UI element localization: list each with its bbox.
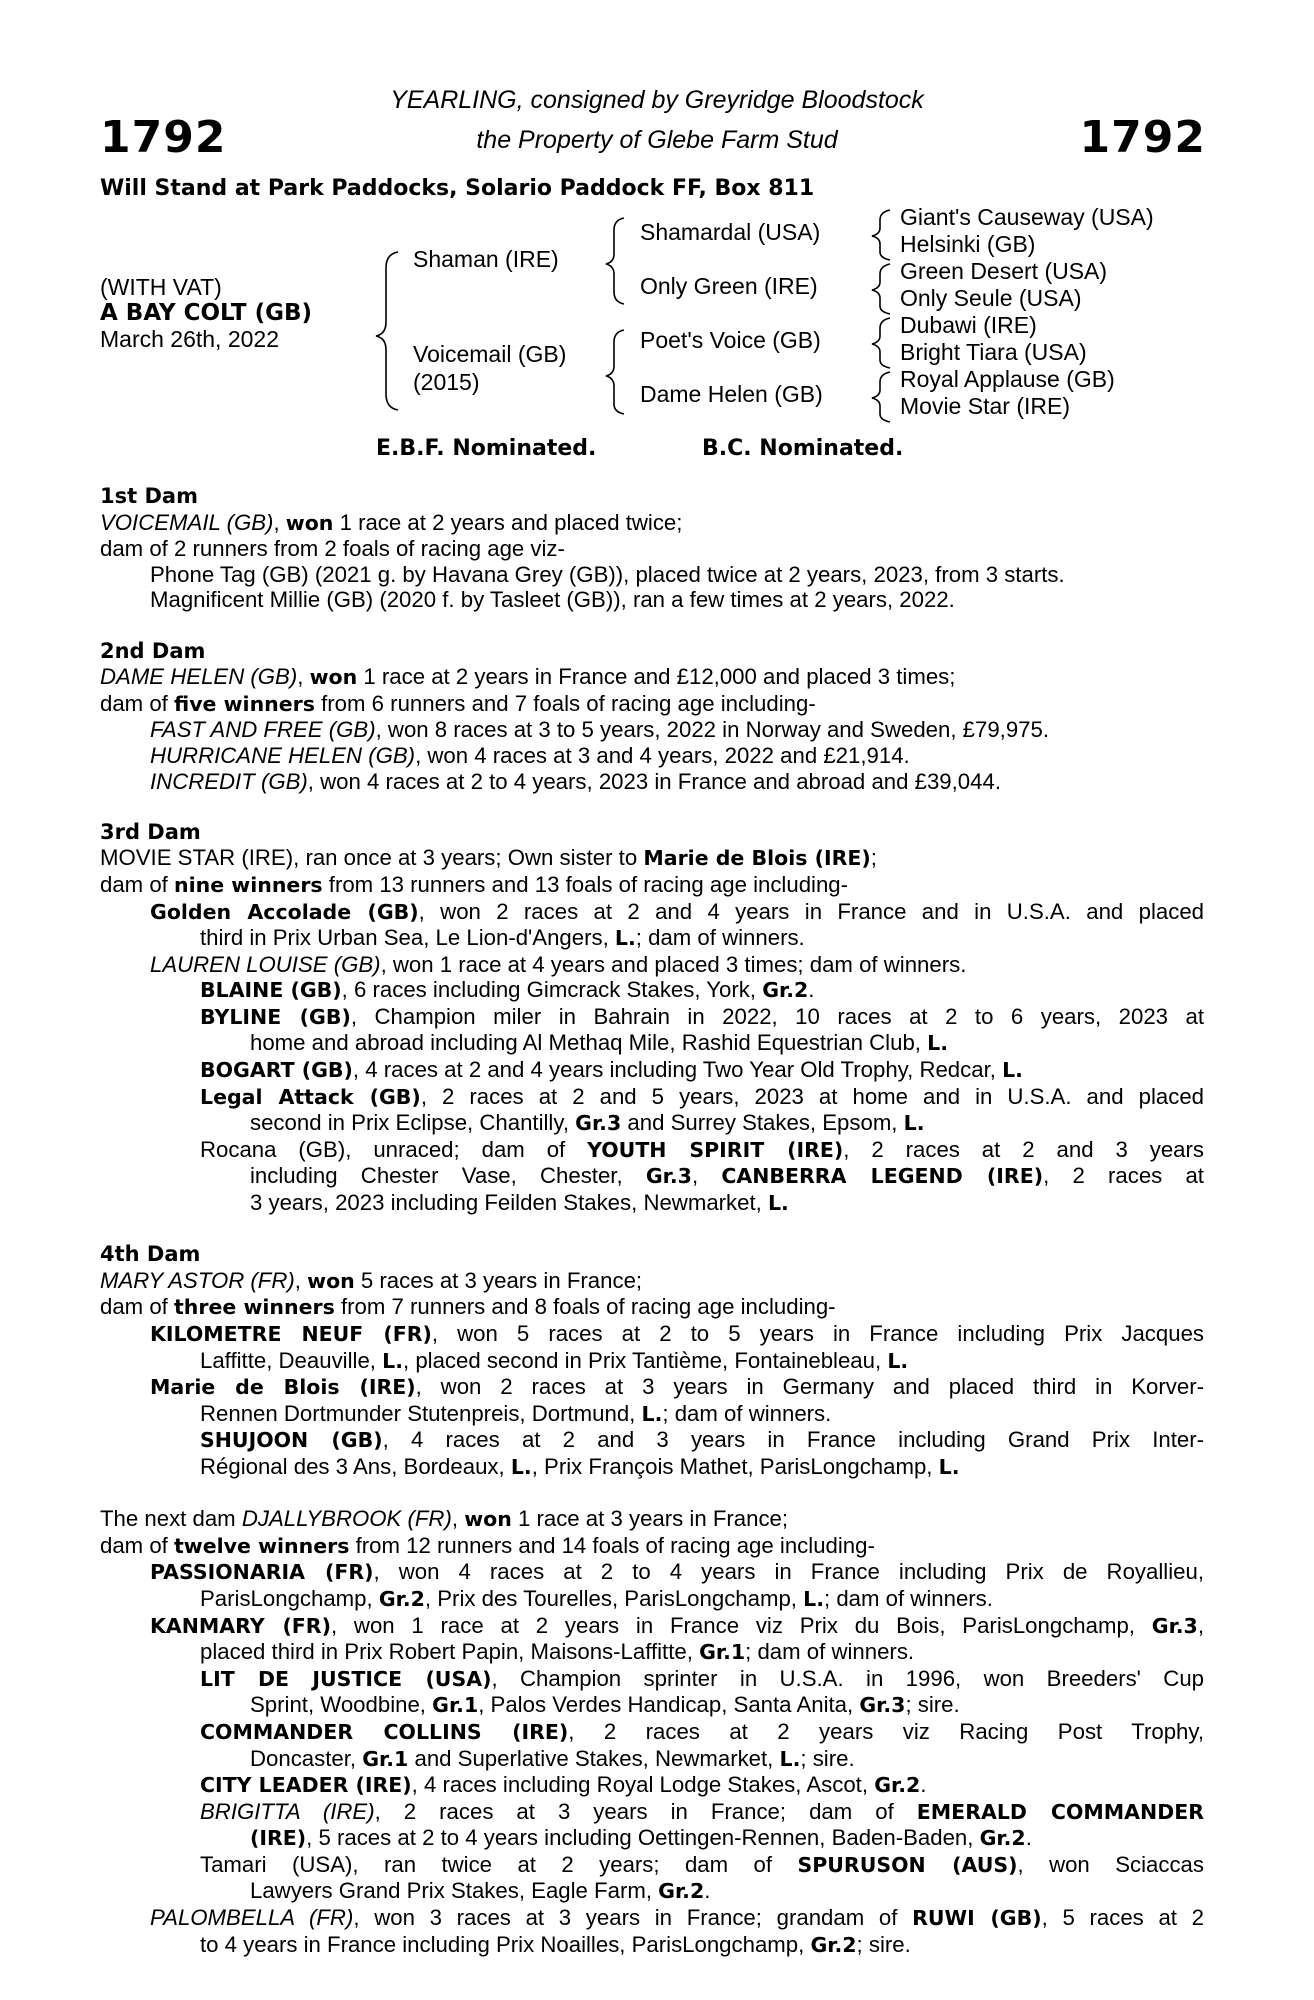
- second-dam-section: [100, 639, 1204, 795]
- catalogue-body: [100, 484, 1204, 1958]
- third-dam-heading: 3rd Dam: [100, 819, 201, 844]
- produce-item: SHUJOON (GB), 4 races at 2 and 3 years in France including Grand Prix Inter- Régional des 3 Ans, Bordeaux, L., Prix François Mathet, ParisLongchamp, L.: [200, 1427, 1204, 1479]
- produce-item: KANMARY (FR), won 1 race at 2 years in France viz Prix du Bois, ParisLongchamp, Gr.3, placed third in Prix Robert Papin, Maisons-Laffitte, Gr.1; dam of winners.: [150, 1612, 1204, 1665]
- first-dam-produce-line: dam of 2 runners from 2 foals of racing age viz-: [100, 536, 565, 562]
- brace-g56: [872, 318, 890, 368]
- first-dam-section: [100, 484, 1204, 613]
- produce-item: Magnificent Millie (GB) (2020 f. by Tasleet (GB)), ran a few times at 2 years, 2022.: [150, 587, 955, 613]
- g2: Helsinki (GB): [900, 231, 1036, 257]
- produce-item: LAUREN LOUISE (GB), won 1 race at 4 years and placed 3 times; dam of winners.: [150, 951, 967, 977]
- g7: Royal Applause (GB): [900, 366, 1115, 392]
- g1: Giant's Causeway (USA): [900, 204, 1154, 230]
- third-dam-section: [100, 820, 1204, 1217]
- fourth-dam-produce-line: dam of three winners from 7 runners and 8 foals of racing age including-: [100, 1294, 836, 1320]
- produce-item: BOGART (GB), 4 races at 2 and 4 years including Two Year Old Trophy, Redcar, L.: [200, 1057, 1023, 1083]
- brace-dam-line: [606, 330, 624, 414]
- foaling-date: March 26th, 2022: [100, 326, 280, 352]
- second-dam-line: DAME HELEN (GB), won 1 race at 2 years in France and £12,000 and placed 3 times;: [100, 664, 956, 690]
- g8: Movie Star (IRE): [900, 393, 1070, 419]
- dam-year: (2015): [413, 369, 480, 395]
- brace-g12: [872, 210, 890, 260]
- brace-parents: [376, 252, 398, 410]
- fourth-dam-line: MARY ASTOR (FR), won 5 races at 3 years in France;: [100, 1267, 643, 1293]
- lot-number-right: 1792: [1079, 112, 1206, 163]
- produce-item: Rocana (GB), unraced; dam of YOUTH SPIRIT (IRE), 2 races at 2 and 3 years including Chester Vase, Chester, Gr.3, CANBERRA LEGEND (IRE), 2 races at 3 years, 2023 including Feilden Stakes, Newmarket, L.: [200, 1136, 1204, 1216]
- g3: Green Desert (USA): [900, 258, 1108, 284]
- produce-item: Tamari (USA), ran twice at 2 years; dam of SPURUSON (AUS), won Sciaccas Lawyers Grand Prix Stakes, Eagle Farm, Gr.2.: [200, 1851, 1204, 1904]
- third-dam-produce-line: dam of nine winners from 13 runners and 13 foals of racing age including-: [100, 871, 849, 897]
- next-dam-produce-line: dam of twelve winners from 12 runners and 14 foals of racing age including-: [100, 1532, 875, 1558]
- produce-item: FAST AND FREE (GB), won 8 races at 3 to 5 years, 2022 in Norway and Sweden, £79,975.: [150, 717, 1050, 743]
- ebf-nomination: E.B.F. Nominated.: [376, 436, 597, 461]
- produce-item: KILOMETRE NEUF (FR), won 5 races at 2 to 5 years in France including Prix Jacques Laffitte, Deauville, L., placed second in Prix Tantième, Fontainebleau, L.: [150, 1321, 1205, 1373]
- sire-sire: Shamardal (USA): [640, 219, 821, 245]
- sire-dam: Only Green (IRE): [640, 273, 818, 299]
- brace-g78: [872, 372, 890, 422]
- dam: Voicemail (GB): [413, 341, 567, 367]
- property-line: the Property of Glebe Farm Stud: [476, 126, 838, 154]
- g6: Bright Tiara (USA): [900, 339, 1087, 365]
- produce-item: PALOMBELLA (FR), won 3 races at 3 years in France; grandam of RUWI (GB), 5 races at 2 to 4 years in France including Prix Noailles, ParisLongchamp, Gr.2; sire.: [150, 1905, 1204, 1957]
- produce-item: HURRICANE HELEN (GB), won 4 races at 3 and 4 years, 2022 and £21,914.: [150, 742, 910, 768]
- produce-item: Marie de Blois (IRE), won 2 races at 3 years in Germany and placed third in Korver- Rennen Dortmunder Stutenpreis, Dortmund, L.; dam of winners.: [150, 1374, 1204, 1426]
- produce-item: Phone Tag (GB) (2021 g. by Havana Grey (GB)), placed twice at 2 years, 2023, from 3 starts.: [150, 561, 1065, 587]
- next-dam-section: [100, 1506, 1204, 1958]
- produce-item: LIT DE JUSTICE (USA), Champion sprinter in U.S.A. in 1996, won Breeders' Cup Sprint, Woodbine, Gr.1, Palos Verdes Handicap, Santa Anita, Gr.3; sire.: [200, 1665, 1204, 1718]
- second-dam-heading: 2nd Dam: [100, 638, 206, 663]
- consignor-line: YEARLING, consigned by Greyridge Bloodstock: [390, 86, 924, 114]
- produce-item: PASSIONARIA (FR), won 4 races at 2 to 4 years in France including Prix de Royallieu, ParisLongchamp, Gr.2, Prix des Tourelles, ParisLongchamp, L.; dam of winners.: [150, 1559, 1204, 1611]
- next-dam-line: The next dam DJALLYBROOK (FR), won 1 race at 3 years in France;: [100, 1506, 789, 1532]
- brace-sire-line: [606, 218, 624, 304]
- sire: Shaman (IRE): [413, 246, 559, 272]
- vat-note: (WITH VAT): [100, 274, 222, 300]
- first-dam-heading: 1st Dam: [100, 484, 198, 508]
- dam-dam: Dame Helen (GB): [640, 381, 823, 407]
- stabling-line: Will Stand at Park Paddocks, Solario Paddock FF, Box 811: [100, 176, 815, 201]
- lot-number-left: 1792: [100, 112, 227, 163]
- produce-item: Golden Accolade (GB), won 2 races at 2 and 4 years in France and in U.S.A. and placed third in Prix Urban Sea, Le Lion-d'Angers, L.; dam of winners.: [150, 898, 1205, 951]
- brace-g34: [872, 264, 890, 314]
- third-dam-line: MOVIE STAR (IRE), ran once at 3 years; Own sister to Marie de Blois (IRE);: [100, 845, 877, 871]
- fourth-dam-heading: 4th Dam: [100, 1242, 201, 1267]
- horse-name: A BAY COLT (GB): [100, 300, 313, 326]
- second-dam-produce-line: dam of five winners from 6 runners and 7 foals of racing age including-: [100, 690, 816, 716]
- first-dam-line: VOICEMAIL (GB), won 1 race at 2 years and placed twice;: [100, 509, 683, 535]
- produce-item: CITY LEADER (IRE), 4 races including Royal Lodge Stakes, Ascot, Gr.2.: [200, 1772, 927, 1798]
- dam-sire: Poet's Voice (GB): [640, 327, 821, 353]
- produce-item: BLAINE (GB), 6 races including Gimcrack Stakes, York, Gr.2.: [200, 977, 815, 1003]
- g4: Only Seule (USA): [900, 285, 1082, 311]
- produce-item: INCREDIT (GB), won 4 races at 2 to 4 years, 2023 in France and abroad and £39,044.: [150, 768, 1001, 794]
- g5: Dubawi (IRE): [900, 312, 1037, 338]
- bc-nomination: B.C. Nominated.: [702, 436, 904, 461]
- produce-item: BYLINE (GB), Champion miler in Bahrain in 2022, 10 races at 2 to 6 years, 2023 at home and abroad including Al Methaq Mile, Rashid Equestrian Club, L.: [200, 1003, 1204, 1056]
- fourth-dam-section: [100, 1242, 1204, 1480]
- produce-item: BRIGITTA (IRE), 2 races at 3 years in France; dam of EMERALD COMMANDER (IRE), 5 races at 2 to 4 years including Oettingen-Rennen, Baden-Baden, Gr.2.: [200, 1798, 1205, 1851]
- produce-item: COMMANDER COLLINS (IRE), 2 races at 2 years viz Racing Post Trophy, Doncaster, Gr.1 and Superlative Stakes, Newmarket, L.; sire.: [200, 1718, 1204, 1771]
- produce-item: Legal Attack (GB), 2 races at 2 and 5 years, 2023 at home and in U.S.A. and placed second in Prix Eclipse, Chantilly, Gr.3 and Surrey Stakes, Epsom, L.: [200, 1083, 1204, 1136]
